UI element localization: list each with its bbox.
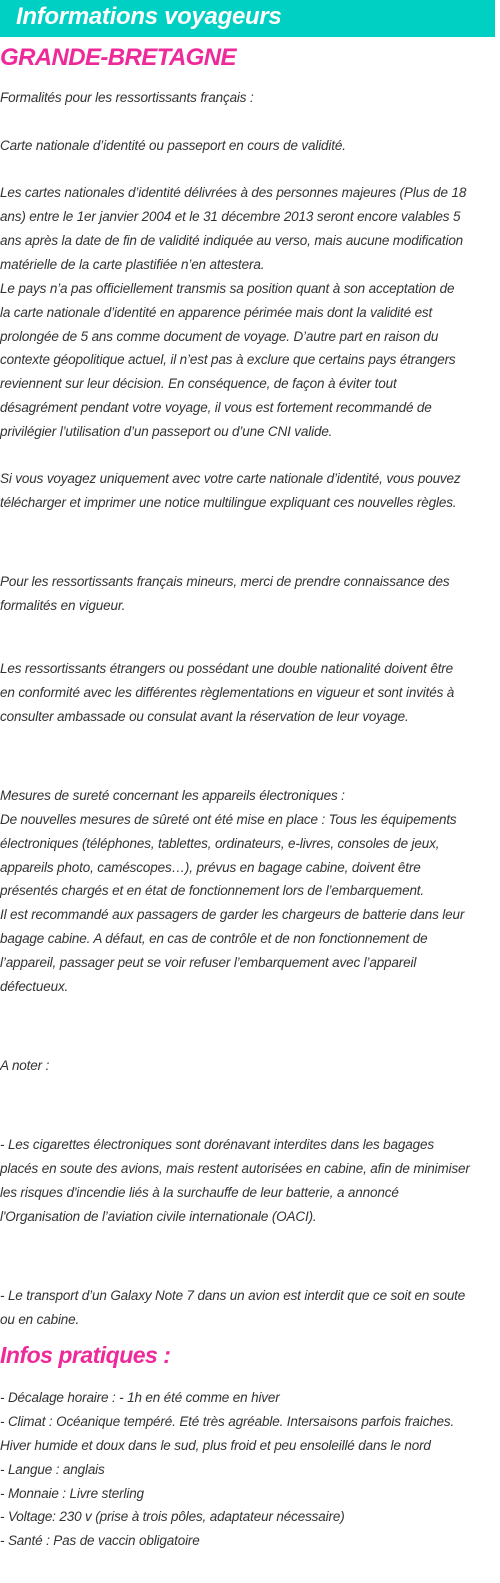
info-line: - Langue : anglais (0, 1462, 105, 1477)
text-line: Le pays n’a pas officiellement transmis sa position quant à son acceptation de (0, 281, 455, 296)
text-line: télécharger et imprimer une notice multilingue expliquant ces nouvelles règles. (0, 495, 457, 510)
info-line: - Monnaie : Livre sterling (0, 1486, 144, 1501)
text-line: ans après la date de fin de validité indiquée au verso, mais aucune modification (0, 233, 464, 248)
text-line: bagage cabine. A défaut, en cas de contrôle et de non fonctionnement de (0, 931, 428, 946)
text-line: la carte nationale d’identité en apparence périmée mais dont la validité est (0, 305, 433, 320)
infos-pratiques-title: Infos pratiques : (0, 1342, 171, 1368)
text-line: placés en soute des avions, mais restent autorisées en cabine, afin de minimiser (0, 1161, 470, 1176)
text-line: contexte géopolitique actuel, il n’est pas à exclure que certains pays étrangers (0, 352, 456, 367)
text-line: privilégier l’utilisation d’un passeport ou d’une CNI valide. (0, 424, 333, 439)
text-line: - Les cigarettes électroniques sont dorénavant interdites dans les bagages (0, 1137, 434, 1152)
text-line: Si vous voyagez uniquement avec votre carte nationale d’identité, vous pouvez (0, 471, 461, 486)
text-line: l’appareil, passager peut se voir refuser l’embarquement avec l’appareil (0, 955, 417, 970)
text-line: Les ressortissants étrangers ou possédant une double nationalité doivent être (0, 661, 454, 676)
text-line: les risques d'incendie liés à la surchauffe de leur batterie, a annoncé (0, 1185, 399, 1200)
text-line: Pour les ressortissants français mineurs, merci de prendre connaissance des (0, 574, 450, 589)
header-bar (0, 0, 495, 37)
text-line: en conformité avec les différentes règlementations en vigueur et sont invités à (0, 685, 455, 700)
text-line: ans) entre le 1er janvier 2004 et le 31 décembre 2013 seront encore valables 5 (0, 209, 461, 224)
text-line: consulter ambassade ou consulat avant la réservation de leur voyage. (0, 709, 409, 724)
page-title: Informations voyageurs (16, 3, 282, 30)
text-line: l'Organisation de l’aviation civile internationale (OACI). (0, 1209, 317, 1224)
info-line: - Voltage: 230 v (prise à trois pôles, adaptateur nécessaire) (0, 1509, 345, 1524)
text-line: désagrément pendant votre voyage, il vous est fortement recommandé de (0, 400, 432, 415)
info-line: - Santé : Pas de vaccin obligatoire (0, 1533, 200, 1548)
text-line: reviennent sur leur décision. En conséquence, de façon à éviter tout (0, 376, 397, 391)
text-line: Carte nationale d’identité ou passeport en cours de validité. (0, 138, 346, 153)
text-line: Formalités pour les ressortissants français : (0, 90, 254, 105)
text-line: défectueux. (0, 979, 69, 994)
text-line: Il est recommandé aux passagers de garder les chargeurs de batterie dans leur (0, 907, 465, 922)
text-line: formalités en vigueur. (0, 598, 126, 613)
text-line: prolongée de 5 ans comme document de voyage. D’autre part en raison du (0, 329, 439, 344)
text-line: présentés chargés et en état de fonctionnement lors de l’embarquement. (0, 883, 425, 898)
text-line: De nouvelles mesures de sûreté ont été mise en place : Tous les équipements (0, 812, 457, 827)
info-line: Hiver humide et doux dans le sud, plus froid et peu ensoleillé dans le nord (0, 1438, 431, 1453)
text-line: matérielle de la carte plastifiée n’en attestera. (0, 257, 265, 272)
text-line: ou en cabine. (0, 1312, 80, 1327)
text-line: Mesures de sureté concernant les appareils électroniques : (0, 788, 345, 803)
text-line: A noter : (0, 1058, 50, 1073)
info-line: - Climat : Océanique tempéré. Eté très agréable. Intersaisons parfois fraiches. (0, 1414, 455, 1429)
text-line: électroniques (téléphones, tablettes, ordinateurs, e-livres, consoles de jeux, (0, 836, 440, 851)
text-line: Les cartes nationales d’identité délivrées à des personnes majeures (Plus de 18 (0, 185, 467, 200)
text-line: - Le transport d’un Galaxy Note 7 dans un avion est interdit que ce soit en soute (0, 1288, 466, 1303)
country-title: GRANDE-BRETAGNE (0, 44, 236, 71)
text-line: appareils photo, caméscopes…), prévus en bagage cabine, doivent être (0, 860, 421, 875)
info-line: - Décalage horaire : - 1h en été comme en hiver (0, 1390, 280, 1405)
